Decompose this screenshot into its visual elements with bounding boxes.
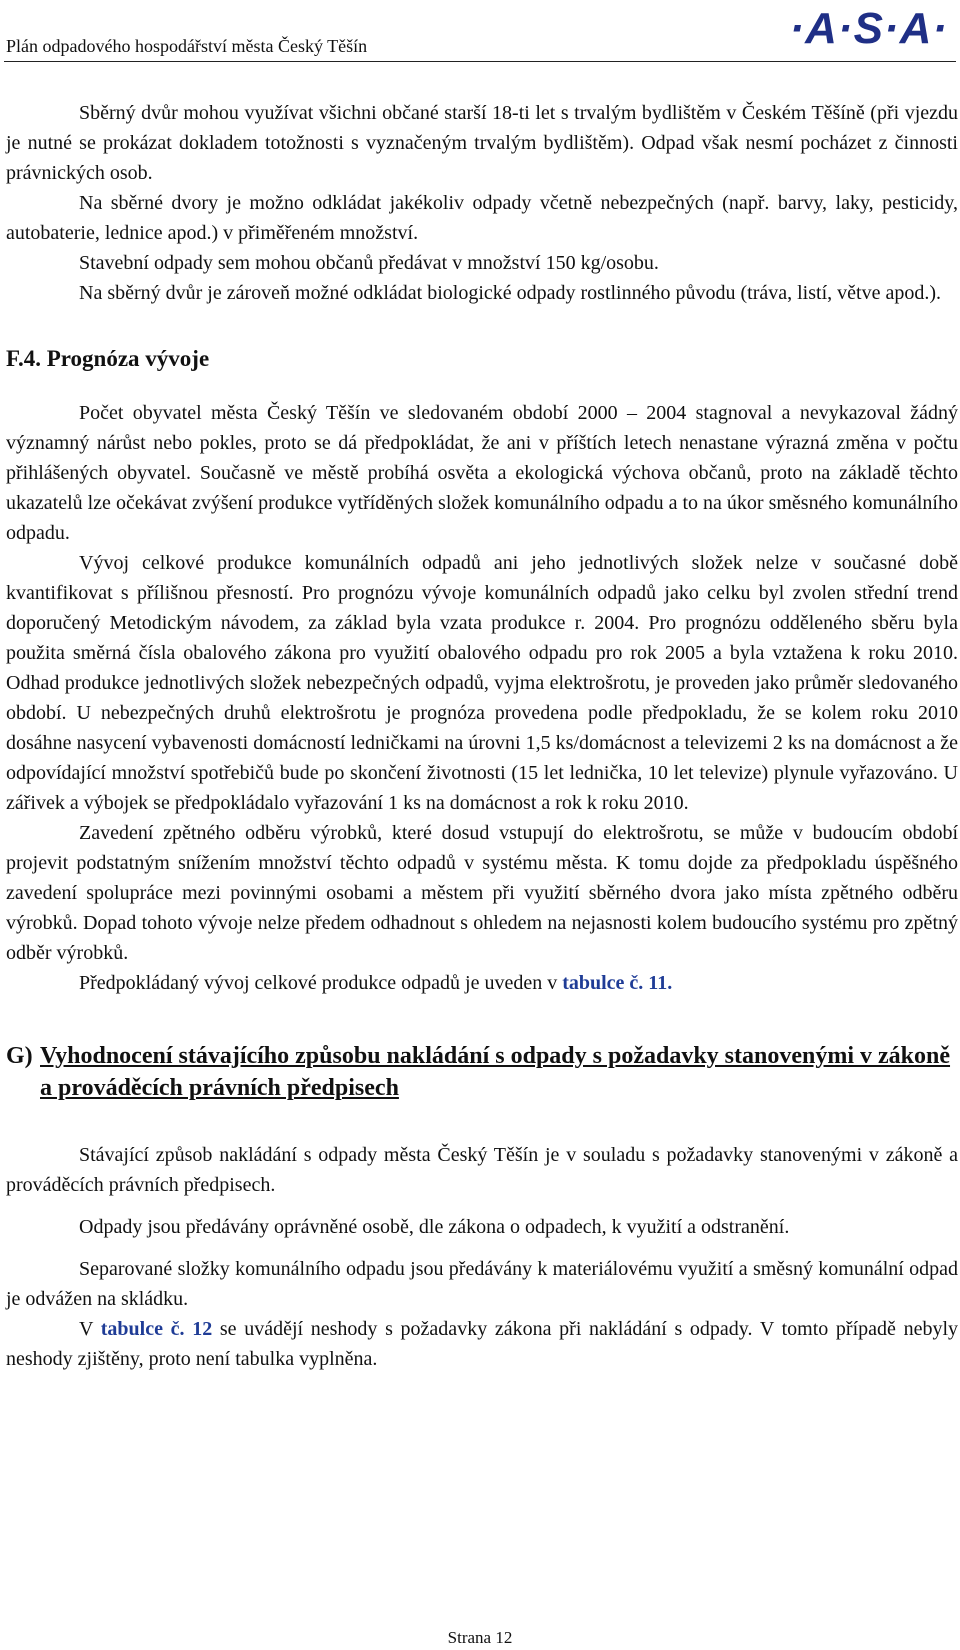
paragraph-nonconformity-table: V tabulce č. 12 se uvádějí neshody s požadavky zákona při nakládání s odpady. V tomto případě nebyly neshody zjištěny, proto není tabulka vyplněna. (6, 1318, 959, 1370)
header-divider (4, 61, 956, 62)
paragraph-waste-forecast-method: Vývoj celkové produkce komunálních odpadů ani jeho jednotlivých složek nelze v současné době kvantifikovat s přílišnou přesností. Pro prognózu vývoje komunálních odpadů jako celku byl zvolen střední trend doporučený Metodickým návodem, za základ byla vzata produkce r. 2004. Pro prognózu odděleného sběru byla použita směrná čísla obalového zákona pro využití obalového odpadu pro rok 2005 a byla vztažena k roku 2010. Odhad produkce jednotlivých složek nebezpečných odpadů, vyjma elektrošrotu, je proveden jako průměr sledovaného období. U nebezpečných druhů elektrošrotu je prognóza provedena podle předpokladu, že se kolem roku 2010 dosáhne nasycení vybavenosti domácností ledničkami na úrovni 1,5 ks/domácnost a televizemi 2 ks na domácnost a že odpovídající množství spotřebičů bude po skončení životnosti (15 let lednička, 10 let televize) plynule vyřazováno. U zářivek a výbojek se předpokládalo vyřazování 1 ks na domácnost a rok k roku 2010. (6, 552, 958, 814)
section-f4-heading: F.4. Prognóza vývoje (6, 346, 210, 371)
paragraph-take-back-system: Zavedení zpětného odběru výrobků, které dosud vstupují do elektrošrotu, se může v budoucím období projevit podstatným snížením množství těchto odpadů v systému města. K tomu dojde za předpokladu úspěšného zavedení spolupráce mezi povinnými osobami a městem při využití sběrného dvora jako místa zpětného odběru výrobků. Dopad tohoto vývoje nelze předem odhadnout s ohledem na nejasnosti kolem budoucího systému pro zpětný odběr výrobků. (6, 822, 958, 964)
page-header (0, 0, 960, 62)
paragraph-separated-components: Separované složky komunálního odpadu jsou předávány k materiálovému využití a směsný komunální odpad je odvážen na skládku. (6, 1258, 958, 1310)
paragraph-collection-yard-waste-types: Na sběrné dvory je možno odkládat jakékoliv odpady včetně nebezpečných (např. barvy, laky, pesticidy, autobaterie, lednice apod.) v přiměřeném množství. (6, 192, 958, 244)
paragraph-forecast-table-reference: Předpokládaný vývoj celkové produkce odpadů je uveden v tabulce č. 11. (79, 972, 673, 994)
asa-logo: ·A·S·A· (789, 4, 948, 53)
section-g-letter: G) (6, 1043, 33, 1069)
paragraph-construction-waste: Stavební odpady sem mohou občanů předávat v množství 150 kg/osobu. (79, 252, 659, 274)
paragraph-biological-waste: Na sběrný dvůr je zároveň možné odkládat biologické odpady rostlinného původu (tráva, listí, větve apod.). (79, 282, 941, 304)
document-title: Plán odpadového hospodářství města Český Těšín (6, 36, 368, 56)
table-11-link[interactable]: tabulce č. 11. (562, 972, 673, 994)
table-12-link[interactable]: tabulce č. 12 (100, 1318, 213, 1340)
paragraph-compliance-status: Stávající způsob nakládání s odpady města Český Těšín je v souladu s požadavky stanovenými v zákoně a prováděcích právních předpisech. (6, 1144, 958, 1196)
paragraph-population-trend: Počet obyvatel města Český Těšín ve sledovaném období 2000 – 2004 stagnoval a nevykazoval žádný významný nárůst nebo pokles, proto se dá předpokládat, že ani v příštích letech nenastane výrazná změna v počtu přihlášených obyvatel. Současně ve městě probíhá osvěta a ekologická výchova občanů, proto na základě těchto ukazatelů lze očekávat zvýšení produkce vytříděných složek komunálního odpadu a to na úkor směsného komunálního odpadu. (6, 402, 958, 544)
paragraph-authorized-person: Odpady jsou předávány oprávněné osobě, dle zákona o odpadech, k využití a odstranění. (79, 1216, 790, 1238)
paragraph-collection-yard-eligibility: Sběrný dvůr mohou využívat všichni občané starší 18-ti let s trvalým bydlištěm v Českém Těšíně (při vjezdu je nutné se prokázat dokladem totožnosti s vyznačeným trvalým bydlištěm). Odpad však nesmí pocházet z činnosti právnických osob. (6, 102, 958, 184)
section-g-title: Vyhodnocení stávajícího způsobu nakládání s odpady s požadavky stanovenými v zákoně a prováděcích právních předpisech (40, 1043, 951, 1101)
page-number: Strana 12 (447, 1628, 513, 1647)
page-content (6, 98, 958, 1374)
section-g-heading (6, 1040, 958, 1104)
